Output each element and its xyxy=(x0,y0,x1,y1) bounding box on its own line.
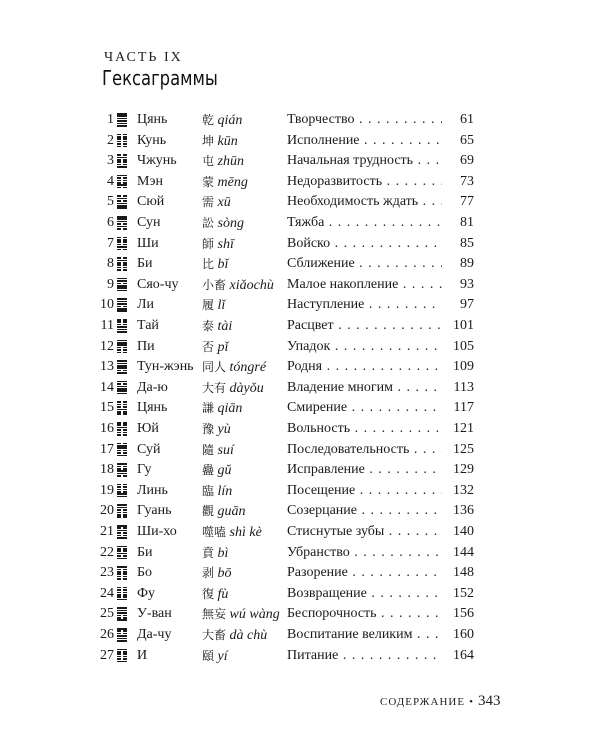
entry-page-number: 69 xyxy=(460,153,474,169)
chinese-name xyxy=(202,646,228,667)
hexagram-meaning: Упадок . . . xyxy=(287,337,442,357)
hexagram-meaning: Разорение . . . xyxy=(287,563,442,583)
hexagram-icon xyxy=(117,484,127,498)
pinyin: fù xyxy=(217,586,229,602)
hanzi: 比 xyxy=(202,257,215,272)
hexagram-name: Би xyxy=(137,256,153,272)
chinese-name xyxy=(202,543,228,564)
chinese-name xyxy=(202,131,238,152)
hexagram-number: 5 xyxy=(107,194,114,210)
toc-entry[interactable] xyxy=(0,192,600,212)
hexagram-number: 26 xyxy=(100,627,114,642)
entry-page-number: 73 xyxy=(460,173,474,189)
pinyin: qián xyxy=(217,113,243,128)
hexagram-name: У-ван xyxy=(137,606,172,622)
hexagram-number: 17 xyxy=(100,441,114,457)
hexagram-icon xyxy=(117,443,127,457)
hexagram-meaning: Стиснутые зубы . . . xyxy=(287,522,442,542)
toc-entry[interactable] xyxy=(0,501,600,521)
hexagram-meaning: Недоразвитость . . . xyxy=(287,172,442,192)
hanzi: 需 xyxy=(202,195,215,210)
hexagram-icon xyxy=(117,546,127,560)
toc-entry[interactable] xyxy=(0,481,600,501)
hanzi: 觀 xyxy=(202,504,215,519)
entry-page-number: 156 xyxy=(453,606,474,622)
entry-page-number: 101 xyxy=(453,318,474,333)
hexagram-meaning: Тяжба . . . xyxy=(287,213,442,233)
hexagram-icon xyxy=(117,628,127,642)
pinyin: bō xyxy=(217,566,232,582)
hexagram-icon xyxy=(117,566,127,580)
hanzi: 噬嗑 xyxy=(202,525,227,539)
entry-page-number: 140 xyxy=(453,524,474,539)
hexagram-number: 15 xyxy=(100,400,114,416)
chinese-name xyxy=(202,501,246,522)
hexagram-name: Би xyxy=(137,544,153,560)
pinyin: kūn xyxy=(217,133,238,149)
hexagram-icon xyxy=(117,195,127,209)
hexagram-icon xyxy=(117,134,127,148)
toc-entry[interactable] xyxy=(0,316,600,336)
hexagram-meaning: Начальная трудность . . . xyxy=(287,151,442,171)
hexagram-icon xyxy=(117,216,127,230)
toc-entry[interactable] xyxy=(0,357,600,377)
hexagram-name: Чжунь xyxy=(137,153,177,169)
entry-page-number: 61 xyxy=(460,112,474,127)
hexagram-number: 14 xyxy=(100,379,114,395)
hexagram-icon xyxy=(117,422,127,436)
hexagram-icon xyxy=(117,278,127,292)
hanzi: 小畜 xyxy=(202,277,227,292)
hexagram-name: Ши-хо xyxy=(137,524,177,539)
hexagram-meaning: Беспорочность . . . xyxy=(287,604,442,624)
chinese-name xyxy=(202,625,267,646)
hanzi: 大畜 xyxy=(202,628,227,642)
hexagram-meaning: Воспитание великим . . . xyxy=(287,625,442,645)
hanzi: 同人 xyxy=(202,360,227,375)
hanzi: 賁 xyxy=(202,545,215,560)
hexagram-number: 7 xyxy=(107,235,114,251)
part-label: ЧАСТЬ IX xyxy=(104,50,183,65)
page-number: 343 xyxy=(477,693,501,709)
hexagram-number: 25 xyxy=(100,606,114,622)
toc-entry[interactable] xyxy=(0,625,600,645)
toc-entry[interactable] xyxy=(0,522,600,542)
hanzi: 隨 xyxy=(202,442,215,457)
toc-entry[interactable] xyxy=(0,254,600,274)
chinese-name xyxy=(202,481,232,502)
hexagram-name: Тун-жэнь xyxy=(137,359,194,375)
hanzi: 乾 xyxy=(202,113,215,127)
toc-entry[interactable] xyxy=(0,440,600,460)
hexagram-number: 12 xyxy=(100,338,114,354)
pinyin: xū xyxy=(217,195,231,211)
toc-entry[interactable] xyxy=(0,584,600,604)
hexagram-meaning: Убранство . . . xyxy=(287,543,442,563)
hexagram-icon xyxy=(117,649,127,663)
pinyin: pǐ xyxy=(217,339,229,355)
entry-page-number: 93 xyxy=(460,276,474,292)
pinyin: shī xyxy=(217,236,234,252)
chinese-name xyxy=(202,440,234,461)
hexagram-meaning: Вольность . . . xyxy=(287,419,442,439)
pinyin: yù xyxy=(217,422,231,437)
entry-page-number: 121 xyxy=(453,421,474,436)
entry-page-number: 65 xyxy=(460,132,474,148)
entry-page-number: 105 xyxy=(453,338,474,354)
hexagram-meaning: Наступление . . . xyxy=(287,295,442,315)
hexagram-number: 20 xyxy=(100,503,114,519)
pinyin: bǐ xyxy=(217,257,229,273)
pinyin: shì kè xyxy=(229,525,262,540)
hexagram-icon xyxy=(117,525,127,539)
hexagram-meaning: Родня . . . xyxy=(287,357,442,377)
hexagram-name: Гу xyxy=(137,462,152,478)
toc-entry[interactable] xyxy=(0,295,600,315)
hexagram-number: 24 xyxy=(100,585,114,601)
chinese-name xyxy=(202,398,242,419)
entry-page-number: 117 xyxy=(453,400,474,416)
hanzi: 復 xyxy=(202,586,215,601)
entry-page-number: 89 xyxy=(460,256,474,272)
pinyin: tài xyxy=(217,319,233,334)
hanzi: 履 xyxy=(202,298,215,313)
hanzi: 泰 xyxy=(202,319,215,333)
pinyin: xiǎochù xyxy=(229,277,274,293)
hexagram-name: Кунь xyxy=(137,132,167,148)
hexagram-meaning: Питание . . . xyxy=(287,646,442,666)
hexagram-number: 8 xyxy=(107,256,114,272)
toc-entry[interactable] xyxy=(0,543,600,563)
hanzi: 蠱 xyxy=(202,463,215,478)
hexagram-number: 19 xyxy=(100,482,114,498)
hexagram-name: Линь xyxy=(137,482,168,498)
pinyin: qiān xyxy=(217,401,243,417)
hexagram-icon xyxy=(117,319,127,333)
entry-page-number: 109 xyxy=(453,359,474,375)
hexagram-icon xyxy=(117,237,127,251)
hexagram-name: Пи xyxy=(137,338,155,354)
chinese-name xyxy=(202,522,262,543)
hexagram-name: Да-чу xyxy=(137,627,172,642)
toc-entry[interactable] xyxy=(0,398,600,418)
toc-entry[interactable] xyxy=(0,419,600,439)
hexagram-icon xyxy=(117,154,127,168)
entry-page-number: 144 xyxy=(453,544,474,560)
hexagram-icon xyxy=(117,360,127,374)
pinyin: mēng xyxy=(217,174,248,190)
toc-entry[interactable] xyxy=(0,131,600,151)
entry-page-number: 113 xyxy=(453,379,474,395)
chinese-name xyxy=(202,151,244,172)
chinese-name xyxy=(202,192,231,213)
chinese-name xyxy=(202,110,242,131)
hanzi: 坤 xyxy=(202,133,215,148)
hexagram-number: 11 xyxy=(100,318,114,333)
chinese-name xyxy=(202,295,225,316)
hexagram-icon xyxy=(117,463,127,477)
hanzi: 臨 xyxy=(202,483,215,498)
pinyin: lǐ xyxy=(217,298,226,314)
chinese-name xyxy=(202,460,232,481)
toc-entry[interactable] xyxy=(0,563,600,583)
hexagram-number: 2 xyxy=(107,132,114,148)
chinese-name xyxy=(202,254,228,275)
hexagram-name: Фу xyxy=(137,585,156,601)
hexagram-meaning: Владение многим . . . xyxy=(287,378,442,398)
chinese-name xyxy=(202,604,280,625)
entry-page-number: 129 xyxy=(453,462,474,478)
hexagram-meaning: Возвращение . . . xyxy=(287,584,442,604)
hanzi: 無妄 xyxy=(202,607,227,622)
entry-page-number: 152 xyxy=(453,585,474,601)
toc-entry[interactable] xyxy=(0,378,600,398)
hexagram-number: 9 xyxy=(107,276,114,292)
hexagram-meaning: Малое накопление . . . xyxy=(287,275,442,295)
pinyin: dàyǒu xyxy=(229,380,264,396)
toc-entry[interactable] xyxy=(0,337,600,357)
footer-separator: • xyxy=(469,696,474,708)
hexagram-name: Тай xyxy=(137,318,159,333)
hexagram-number: 23 xyxy=(100,565,114,581)
chinese-name xyxy=(202,378,264,399)
hexagram-number: 13 xyxy=(100,359,114,375)
page-title: Гексаграммы xyxy=(102,66,218,90)
hexagram-meaning: Смирение . . . xyxy=(287,398,442,418)
entry-page-number: 148 xyxy=(453,565,474,581)
toc-entry[interactable] xyxy=(0,213,600,233)
entry-page-number: 77 xyxy=(460,194,474,210)
toc-entry[interactable] xyxy=(0,275,600,295)
hanzi: 師 xyxy=(202,236,215,251)
chinese-name xyxy=(202,419,231,440)
chinese-name xyxy=(202,357,266,378)
pinyin: gǔ xyxy=(217,463,232,479)
hexagram-number: 27 xyxy=(100,647,114,663)
footer-section: СОДЕРЖАНИЕ xyxy=(380,696,466,708)
entry-page-number: 125 xyxy=(453,441,474,457)
hexagram-icon xyxy=(117,381,127,395)
toc-entry[interactable] xyxy=(0,110,600,130)
hexagram-name: Цянь xyxy=(137,400,168,416)
pinyin: tóngré xyxy=(229,360,267,376)
entry-page-number: 164 xyxy=(453,647,474,663)
chinese-name xyxy=(202,275,274,296)
pinyin: dà chù xyxy=(229,628,268,643)
hexagram-meaning: Посещение . . . xyxy=(287,481,442,501)
hexagram-meaning: Войско . . . xyxy=(287,234,442,254)
hanzi: 剥 xyxy=(202,566,215,581)
chinese-name xyxy=(202,213,244,234)
pinyin: guān xyxy=(217,504,246,520)
hexagram-number: 21 xyxy=(100,524,114,539)
hexagram-name: Юй xyxy=(137,421,159,436)
hexagram-name: Цянь xyxy=(137,112,168,127)
hexagram-number: 1 xyxy=(107,112,114,127)
hanzi: 大有 xyxy=(202,380,227,395)
hanzi: 豫 xyxy=(202,422,215,436)
hexagram-name: Гуань xyxy=(137,503,172,519)
hexagram-meaning: Сближение . . . xyxy=(287,254,442,274)
hexagram-number: 3 xyxy=(107,153,114,169)
hexagram-name: Сюй xyxy=(137,194,165,210)
hanzi: 屯 xyxy=(202,154,215,169)
pinyin: suí xyxy=(217,442,234,458)
entry-page-number: 132 xyxy=(453,482,474,498)
hexagram-meaning: Исполнение . . . xyxy=(287,131,442,151)
pinyin: sòng xyxy=(217,216,244,231)
hanzi: 否 xyxy=(202,339,215,354)
hexagram-meaning: Последовательность . . . xyxy=(287,440,442,460)
hexagram-name: И xyxy=(137,647,148,663)
hexagram-number: 18 xyxy=(100,462,114,478)
running-footer xyxy=(380,693,501,710)
hexagram-meaning: Необходимость ждать . . . xyxy=(287,192,442,212)
hexagram-number: 10 xyxy=(100,297,114,313)
hexagram-meaning: Созерцание . . . xyxy=(287,501,442,521)
hexagram-icon xyxy=(117,257,127,271)
entry-page-number: 85 xyxy=(460,235,474,251)
pinyin: yí xyxy=(217,648,228,664)
hexagram-meaning: Исправление . . . xyxy=(287,460,442,480)
hexagram-meaning: Творчество . . . xyxy=(287,110,442,130)
hexagram-icon xyxy=(117,298,127,312)
hexagram-icon xyxy=(117,113,127,127)
pinyin: zhūn xyxy=(217,154,244,170)
hexagram-name: Бо xyxy=(137,565,153,581)
pinyin: lín xyxy=(217,483,233,499)
hexagram-name: Да-ю xyxy=(137,379,168,395)
hanzi: 謙 xyxy=(202,401,215,416)
hexagram-number: 16 xyxy=(100,421,114,436)
chinese-name xyxy=(202,172,248,193)
toc-entry[interactable] xyxy=(0,234,600,254)
hexagram-number: 6 xyxy=(107,215,114,230)
hexagram-icon xyxy=(117,340,127,354)
hexagram-name: Ли xyxy=(137,297,154,313)
hanzi: 蒙 xyxy=(202,174,215,189)
hexagram-meaning: Расцвет . . . xyxy=(287,316,442,336)
entry-page-number: 136 xyxy=(453,503,474,519)
chinese-name xyxy=(202,337,228,358)
pinyin: wú wàng xyxy=(229,607,280,623)
entry-page-number: 97 xyxy=(460,297,474,313)
hexagram-icon xyxy=(117,175,127,189)
hanzi: 訟 xyxy=(202,216,215,230)
chinese-name xyxy=(202,316,232,337)
chinese-name xyxy=(202,584,228,605)
toc-entry[interactable] xyxy=(0,151,600,171)
chinese-name xyxy=(202,563,232,584)
hanzi: 頤 xyxy=(202,648,215,663)
hexagram-number: 4 xyxy=(107,173,114,189)
hexagram-icon xyxy=(117,504,127,518)
hexagram-icon xyxy=(117,587,127,601)
toc-entry[interactable] xyxy=(0,460,600,480)
hexagram-name: Ши xyxy=(137,235,159,251)
hexagram-name: Мэн xyxy=(137,173,163,189)
hexagram-name: Суй xyxy=(137,441,161,457)
entry-page-number: 81 xyxy=(460,215,474,230)
hexagram-name: Сун xyxy=(137,215,161,230)
entry-page-number: 160 xyxy=(453,627,474,642)
hexagram-number: 22 xyxy=(100,544,114,560)
chinese-name xyxy=(202,234,234,255)
hexagram-name: Сяо-чу xyxy=(137,276,179,292)
toc-entry[interactable] xyxy=(0,172,600,192)
toc-entry[interactable] xyxy=(0,646,600,666)
pinyin: bì xyxy=(217,545,229,561)
toc-entry[interactable] xyxy=(0,604,600,624)
hexagram-icon xyxy=(117,607,127,621)
hexagram-icon xyxy=(117,401,127,415)
